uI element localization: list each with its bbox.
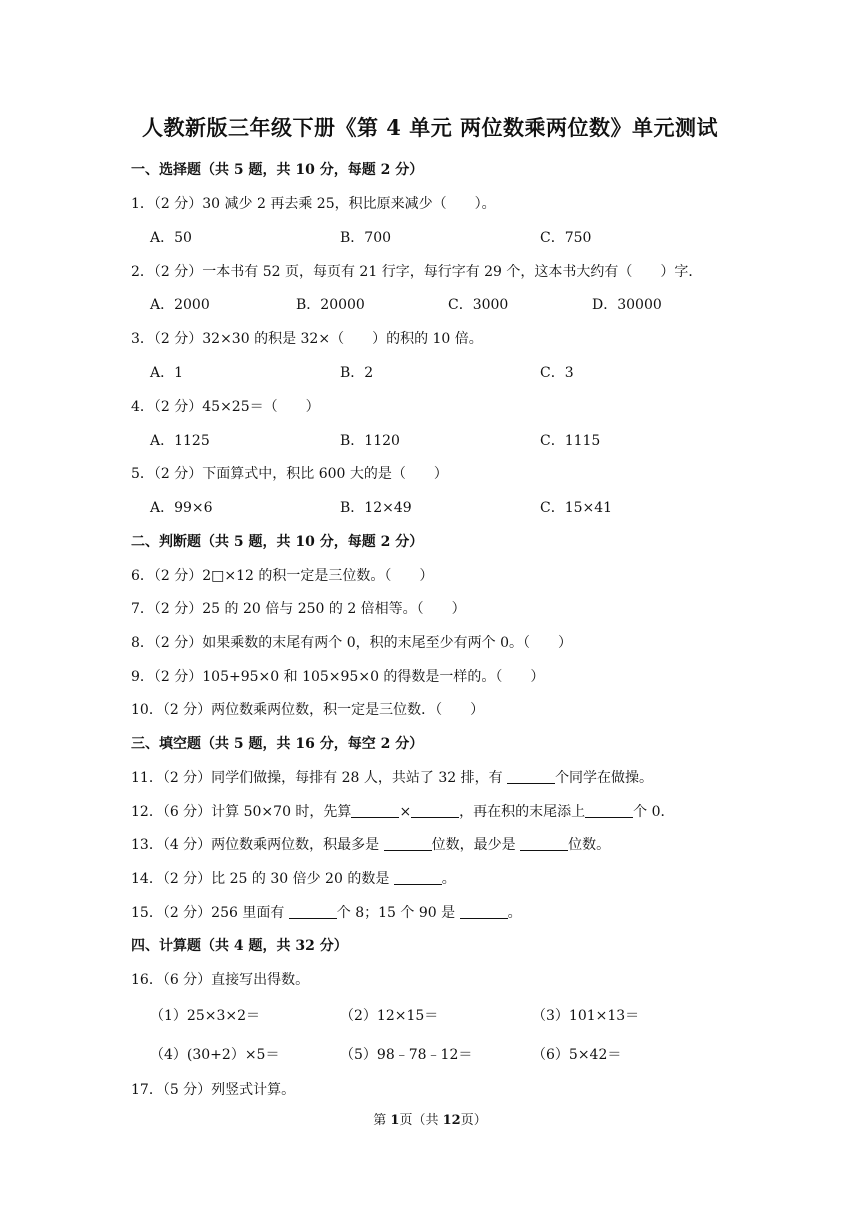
question-15-text: 个 8；15 个 90 是 (336, 905, 460, 921)
question-3: 3．（2 分）32×30 的积是 32×（ ）的积的 10 倍。 (131, 331, 483, 347)
option-c: C．3000 (448, 297, 509, 313)
question-5-options (150, 497, 770, 517)
question-13-text: 13．（4 分）两位数乘两位数，积最多是 (131, 837, 384, 853)
option-d: D．30000 (592, 297, 662, 313)
option-a: A．50 (150, 230, 192, 246)
question-12-text: 个 0． (633, 804, 675, 820)
section-heading-fill-blank: 三、填空题（共 5 题，共 16 分，每空 2 分） (131, 736, 424, 752)
question-2: 2．（2 分）一本书有 52 页，每页有 21 行字，每行字有 29 个，这本书大约有（ ）字． (131, 264, 703, 280)
option-c: C．1115 (540, 433, 601, 449)
question-12-text: 12．（6 分）计算 50×70 时，先算 (131, 804, 352, 820)
question-4: 4．（2 分）45×25＝（ ） (131, 399, 320, 415)
question-11-text: 11．（2 分）同学们做操，每排有 28 人，共站了 32 排，有 (131, 770, 508, 786)
answer-blank (507, 769, 555, 784)
question-14-text: 14．（2 分）比 25 的 30 倍少 20 的数是 (131, 871, 394, 887)
question-8: 8．（2 分）如果乘数的末尾有两个 0，积的末尾至少有两个 0。（ ） (131, 635, 572, 651)
calc-item-1: （1）25×3×2＝ (150, 1008, 260, 1024)
option-b: B．12×49 (340, 500, 412, 516)
question-13 (131, 834, 610, 854)
answer-blank (520, 836, 568, 851)
question-12-text: ，再在积的末尾添上 (459, 804, 586, 820)
answer-blank (289, 904, 337, 919)
answer-blank (460, 904, 508, 919)
page-footer (0, 1109, 860, 1128)
footer-text: 页） (460, 1113, 487, 1128)
question-2-options (150, 294, 770, 314)
calc-item-2: （2）12×15＝ (340, 1008, 439, 1024)
question-15-text: 。 (507, 905, 522, 921)
question-1-options (150, 227, 770, 247)
page-title: 人教新版三年级下册《第 4 单元 两位数乘两位数》单元测试 (141, 115, 719, 140)
calc-item-3: （3）101×13＝ (532, 1008, 640, 1024)
question-11-text: 个同学在做操。 (555, 770, 654, 786)
calc-item-4: （4）(30+2）×5＝ (150, 1047, 280, 1063)
question-15 (131, 902, 522, 922)
question-6: 6．（2 分）2□×12 的积一定是三位数。（ ） (131, 568, 434, 584)
section-heading-judgement: 二、判断题（共 5 题，共 10 分，每题 2 分） (131, 534, 424, 550)
question-15-text: 15．（2 分）256 里面有 (131, 905, 289, 921)
option-a: A．1 (150, 365, 184, 381)
question-13-text: 位数，最少是 (431, 837, 521, 853)
option-c: C．750 (540, 230, 592, 246)
question-17: 17．（5 分）列竖式计算。 (131, 1082, 296, 1098)
option-a: A．1125 (150, 433, 210, 449)
option-a: A．2000 (150, 297, 210, 313)
answer-blank (585, 803, 633, 818)
question-14-text: 。 (441, 871, 456, 887)
question-13-text: 位数。 (568, 837, 611, 853)
answer-blank (411, 803, 459, 818)
footer-text: 第 (373, 1113, 391, 1128)
option-c: C．15×41 (540, 500, 613, 516)
option-b: B．700 (340, 230, 392, 246)
question-10: 10．（2 分）两位数乘两位数，积一定是三位数．（ ） (131, 702, 485, 718)
question-1: 1．（2 分）30 减少 2 再去乘 25，积比原来减少（ ）。 (131, 196, 496, 212)
answer-blank (384, 836, 432, 851)
question-16: 16．（6 分）直接写出得数。 (131, 972, 310, 988)
question-11 (131, 767, 653, 787)
current-page-number: 1 (390, 1113, 400, 1128)
section-heading-calculation: 四、计算题（共 4 题，共 32 分） (131, 938, 348, 954)
question-7: 7．（2 分）25 的 20 倍与 250 的 2 倍相等。（ ） (131, 601, 466, 617)
section-heading-choice: 一、选择题（共 5 题，共 10 分，每题 2 分） (131, 162, 424, 178)
option-a: A．99×6 (150, 500, 213, 516)
answer-blank (394, 870, 442, 885)
question-9: 9．（2 分）105+95×0 和 105×95×0 的得数是一样的。（ ） (131, 669, 545, 685)
question-5: 5．（2 分）下面算式中，积比 600 大的是（ ） (131, 466, 448, 482)
question-14 (131, 868, 456, 888)
calc-item-6: （6）5×42＝ (532, 1047, 622, 1063)
calc-item-5: （5）98﹣78﹣12＝ (340, 1047, 473, 1063)
option-b: B．20000 (296, 297, 365, 313)
answer-blank (351, 803, 399, 818)
option-c: C．3 (540, 365, 574, 381)
option-b: B．2 (340, 365, 374, 381)
question-4-options (150, 430, 770, 450)
footer-text: 页（共 (399, 1113, 443, 1128)
question-12-text: × (399, 804, 412, 820)
question-12 (131, 801, 675, 821)
option-b: B．1120 (340, 433, 400, 449)
total-pages-number: 12 (442, 1113, 461, 1128)
question-3-options (150, 362, 770, 382)
